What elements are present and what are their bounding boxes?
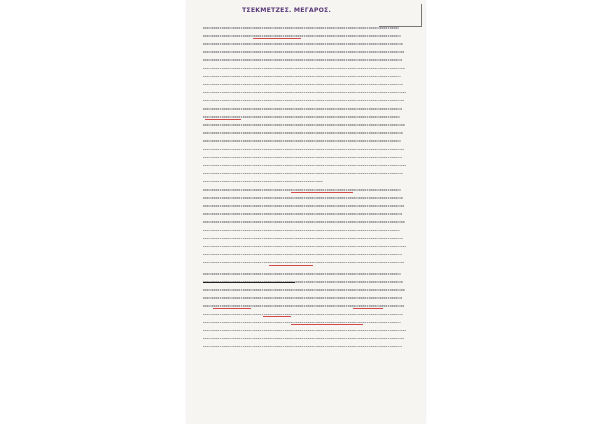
typed-line [203, 238, 403, 240]
margin-note [380, 5, 422, 29]
typed-line [203, 27, 399, 29]
typed-line [203, 246, 406, 248]
typed-line [203, 346, 402, 348]
typed-line [203, 35, 401, 37]
typed-line [203, 59, 402, 61]
typed-line [203, 157, 402, 159]
typed-line [203, 124, 405, 126]
typed-line [203, 92, 406, 94]
typed-line [203, 165, 406, 167]
red-underline [291, 192, 353, 193]
typed-line [203, 84, 403, 86]
typed-line [203, 230, 400, 232]
typed-line [203, 100, 404, 102]
typed-line [203, 51, 404, 53]
typed-line [203, 181, 323, 183]
typed-line [203, 197, 403, 199]
typed-line [203, 289, 405, 291]
typed-line [203, 297, 402, 299]
typed-line [203, 116, 400, 118]
typed-line [203, 254, 402, 256]
document-body [203, 27, 413, 387]
red-underline [253, 38, 301, 39]
red-underline [205, 119, 241, 120]
typed-line [203, 273, 401, 275]
typed-line [203, 213, 402, 215]
red-underline [353, 308, 383, 309]
typed-line [203, 322, 401, 324]
typed-line [203, 108, 402, 110]
typed-line [203, 305, 404, 307]
red-underline [269, 265, 313, 266]
typed-line [203, 76, 401, 78]
typed-line [203, 221, 405, 223]
typed-line [203, 189, 401, 191]
typed-line [203, 173, 403, 175]
typed-line [203, 140, 401, 142]
document-title: ΤΣΕΚΜΕΤΖΕΣ. ΜΕΓΑΡΟΣ. [242, 7, 332, 14]
typed-line [203, 205, 404, 207]
red-underline [263, 316, 291, 317]
typed-line [203, 68, 405, 70]
strikethrough-line [203, 282, 295, 283]
red-underline [213, 308, 251, 309]
document-page [187, 0, 425, 424]
typed-line [203, 132, 403, 134]
red-underline [291, 324, 363, 325]
typed-line [203, 314, 403, 316]
typed-line [203, 262, 404, 264]
typed-line [203, 43, 403, 45]
typed-line [203, 330, 406, 332]
typed-line [203, 149, 404, 151]
typed-line [203, 338, 404, 340]
